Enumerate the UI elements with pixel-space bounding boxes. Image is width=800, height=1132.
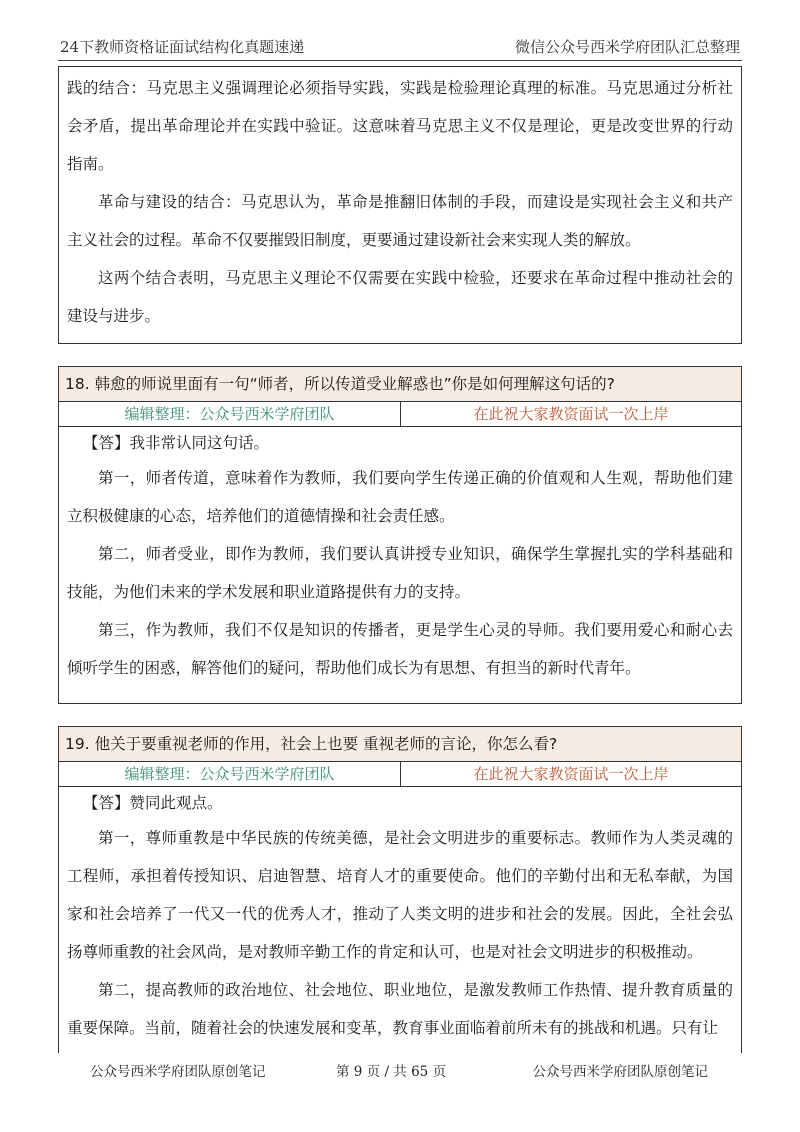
footer-left-note: 公众号西米学府团队原创笔记 — [90, 1064, 266, 1080]
answer-paragraph: 这两个结合表明，马克思主义理论不仅需要在实践中检验，还要求在革命过程中推动社会的建设与进步。 — [67, 269, 733, 325]
answer-paragraph: 践的结合：马克思主义强调理论必须指导实践，实践是检验理论真理的标准。马克思通过分析社会矛盾，提出革命理论并在实践中验证。这意味着马克思主义不仅是理论，更是改变世界的行动指南。 — [67, 79, 733, 173]
previous-answer-box — [58, 66, 742, 344]
meta-row — [59, 762, 741, 787]
page-footer — [0, 1056, 800, 1080]
answer-lead: 【答】赞同此观点。 — [83, 794, 223, 812]
answer-lead: 【答】我非常认同这句话。 — [83, 434, 270, 452]
answer-paragraph: 第一，师者传道，意味着作为教师，我们要向学生传递正确的价值观和人生观，帮助他们建立积极健康的心态，培养他们的道德情操和社会责任感。 — [67, 469, 733, 525]
question-18-box — [58, 366, 742, 704]
page-number: 第 9 页 / 共 65 页 — [336, 1064, 447, 1080]
header-source: 微信公众号西米学府团队汇总整理 — [514, 38, 740, 56]
question-19-box — [58, 726, 742, 1053]
page-header — [58, 30, 742, 61]
answer-paragraph: 第二，师者受业，即作为教师，我们要认真讲授专业知识，确保学生掌握扎实的学科基础和技能，为他们未来的学术发展和职业道路提供有力的支持。 — [67, 545, 733, 601]
wish-text: 在此祝大家教资面试一次上岸 — [473, 405, 669, 423]
editor-credit: 编辑整理：公众号西米学府团队 — [59, 762, 401, 786]
answer-paragraph: 第一，尊师重教是中华民族的传统美德，是社会文明进步的重要标志。教师作为人类灵魂的工程师，承担着传授知识、启迪智慧、培育人才的重要使命。他们的辛勤付出和无私奉献，为国家和社会培养了一代又一代的优秀人才，推动了人类文明的进步和社会的发展。因此，全社会弘扬尊师重教的社会风尚，是对教师辛勤工作的肯定和认可，也是对社会文明进步的积极推动。 — [67, 829, 733, 961]
footer-right-note: 公众号西米学府团队原创笔记 — [532, 1064, 708, 1080]
question-title: 19. 他关于要重视老师的作用，社会上也要 重视老师的言论，你怎么看? — [59, 727, 741, 762]
answer-paragraph: 第三，作为教师，我们不仅是知识的传播者，更是学生心灵的导师。我们要用爱心和耐心去倾听学生的困惑，解答他们的疑问，帮助他们成长为有思想、有担当的新时代青年。 — [67, 621, 733, 677]
editor-credit: 编辑整理：公众号西米学府团队 — [59, 402, 401, 426]
question-title: 18. 韩愈的师说里面有一句“师者，所以传道受业解惑也”你是如何理解这句话的? — [59, 367, 741, 402]
meta-row — [59, 402, 741, 427]
wish-text: 在此祝大家教资面试一次上岸 — [473, 765, 669, 783]
answer-paragraph: 革命与建设的结合：马克思认为，革命是推翻旧体制的手段，而建设是实现社会主义和共产主义社会的过程。革命不仅要摧毁旧制度，更要通过建设新社会来实现人类的解放。 — [67, 193, 733, 249]
header-title: 24下教师资格证面试结构化真题速递 — [60, 38, 305, 56]
answer-paragraph: 第二，提高教师的政治地位、社会地位、职业地位，是激发教师工作热情、提升教育质量的重要保障。当前，随着社会的快速发展和变革，教育事业面临着前所未有的挑战和机遇。只有让 — [67, 981, 733, 1037]
